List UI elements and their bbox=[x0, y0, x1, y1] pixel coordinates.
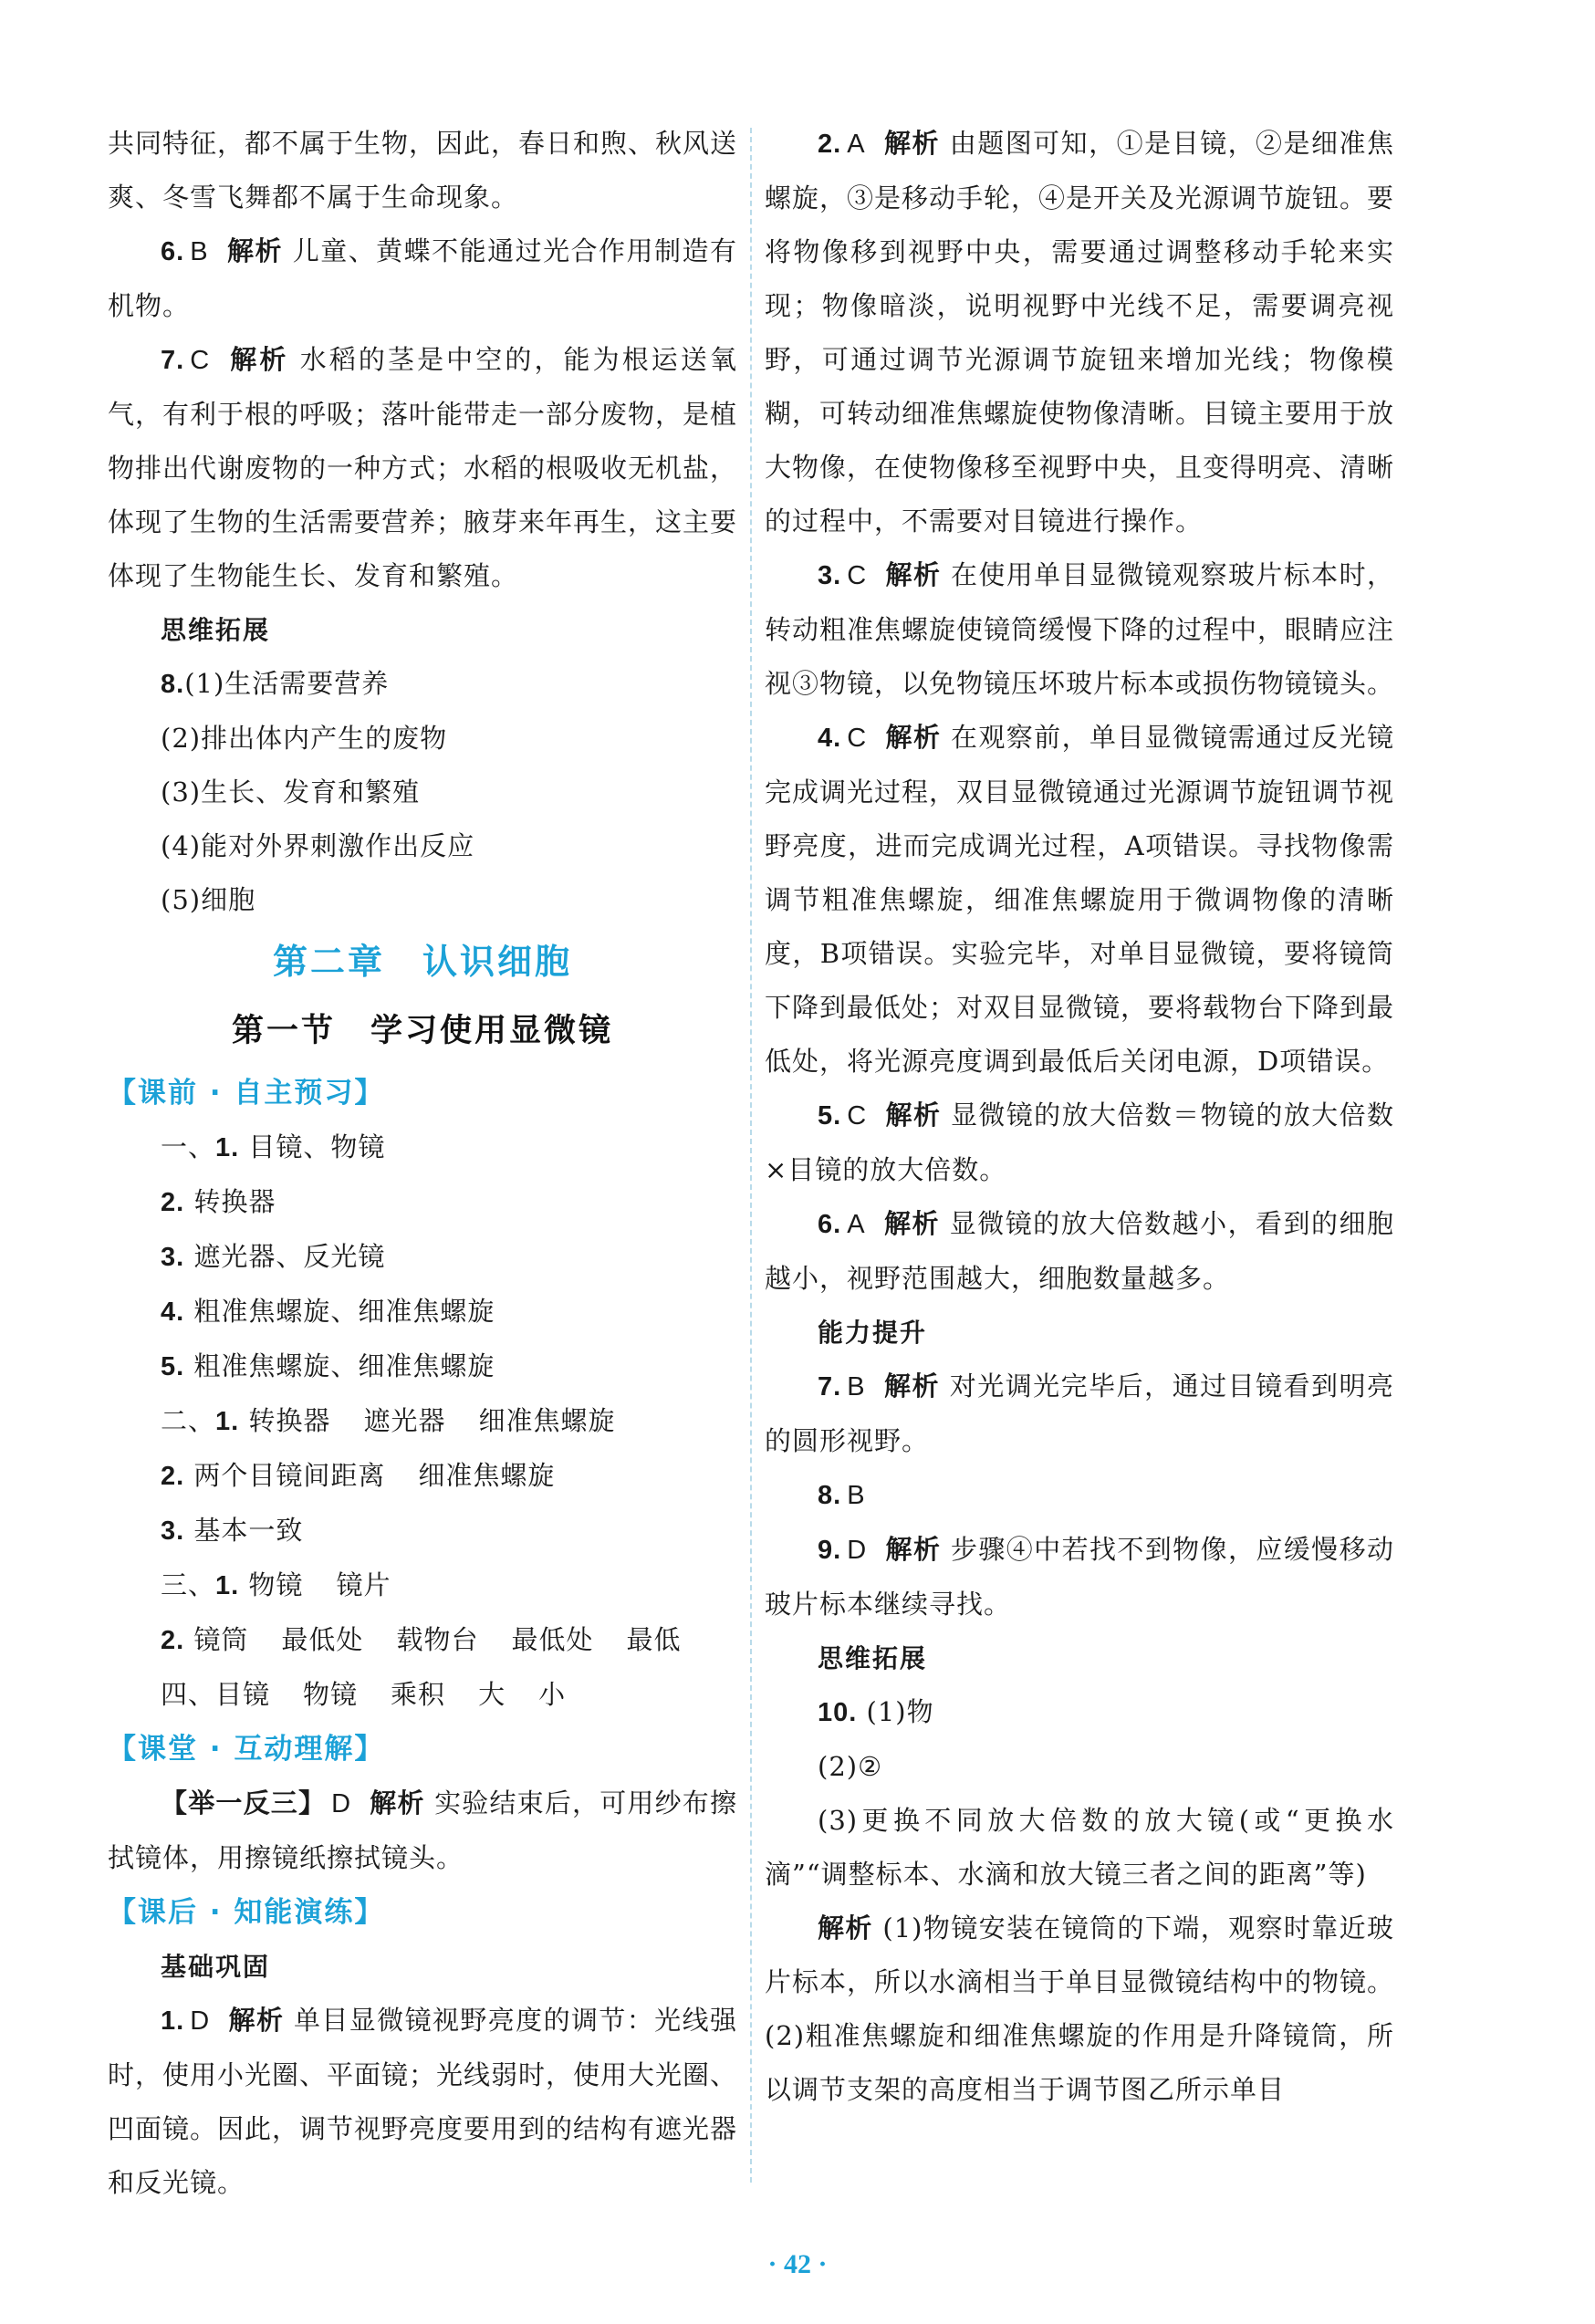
answer-r10-analysis bbox=[765, 1902, 1394, 2117]
item-number: 5. bbox=[161, 1352, 185, 1381]
part-lead: 一、 bbox=[161, 1131, 216, 1162]
item-number: 3. bbox=[161, 1516, 185, 1546]
answer-letter: D bbox=[331, 1789, 352, 1819]
preview-2-3 bbox=[108, 1504, 737, 1558]
answer-7 bbox=[108, 333, 737, 603]
answer-6 bbox=[108, 224, 737, 333]
answer-letter: B bbox=[847, 1481, 866, 1510]
question-number: 3. bbox=[818, 561, 842, 590]
item-number: 2. bbox=[161, 1462, 185, 1491]
answer-text: (1)物 bbox=[866, 1696, 934, 1727]
analysis-label: 解析 bbox=[885, 1534, 942, 1565]
class-heading: 【课堂 · 互动理解】 bbox=[108, 1733, 385, 1766]
question-number: 6. bbox=[161, 237, 185, 266]
answer-r3 bbox=[765, 548, 1394, 711]
ability-heading: 能力提升 bbox=[818, 1318, 928, 1348]
answer-text: 粗准焦螺旋、细准焦螺旋 bbox=[193, 1296, 495, 1327]
preview-4 bbox=[108, 1668, 737, 1722]
analysis-text: 儿童、黄蝶不能通过光合作用制造有机物。 bbox=[108, 235, 737, 321]
analysis-text: 对光调光完毕后，通过目镜看到明亮的圆形视野。 bbox=[765, 1370, 1394, 1456]
preview-1-1 bbox=[108, 1120, 737, 1175]
answer-letter: C bbox=[847, 1101, 868, 1131]
answer-text: 两个目镜间距离 bbox=[193, 1460, 386, 1491]
basic-heading: 基础巩固 bbox=[161, 1952, 271, 1982]
question-number: 4. bbox=[818, 724, 842, 753]
analysis-label: 解析 bbox=[228, 344, 289, 375]
item-number: 4. bbox=[161, 1297, 185, 1327]
question-number: 8. bbox=[818, 1481, 842, 1510]
intro-paragraph: 共同特征，都不属于生物，因此，春日和煦、秋风送爽、冬雪飞舞都不属于生命现象。 bbox=[108, 128, 738, 213]
example-tag: 【举一反三】 bbox=[161, 1787, 327, 1819]
item-number: 1. bbox=[215, 1133, 240, 1162]
answer-8-item-2: (2)排出体内产生的废物 bbox=[161, 723, 448, 754]
answer-r10-item-2: (2)② bbox=[818, 1751, 883, 1782]
after-class-heading: 【课后 · 知能演练】 bbox=[108, 1896, 385, 1929]
thinking-heading: 思维拓展 bbox=[161, 615, 271, 645]
answer-r10-item-3: (3)更换不同放大倍数的放大镜(或“更换水滴”“调整标本、水滴和放大镜三者之间的距离”等) bbox=[765, 1805, 1394, 1890]
preview-2-2 bbox=[108, 1449, 737, 1504]
answer-text: (1)生活需要营养 bbox=[184, 668, 390, 699]
analysis-label: 解析 bbox=[818, 1912, 873, 1944]
chapter-title: 第二章 认识细胞 bbox=[272, 942, 572, 982]
answer-text: 大 bbox=[478, 1679, 506, 1710]
analysis-label: 解析 bbox=[883, 128, 940, 159]
item-number: 3. bbox=[161, 1243, 185, 1272]
class-example bbox=[108, 1777, 737, 1885]
answer-r5 bbox=[765, 1089, 1394, 1197]
answer-text: 镜筒 bbox=[193, 1624, 249, 1655]
item-number: 2. bbox=[161, 1626, 185, 1655]
answer-8-item-5: (5)细胞 bbox=[161, 884, 256, 915]
answer-text: 转换器 bbox=[193, 1186, 276, 1217]
analysis-label: 解析 bbox=[883, 1370, 940, 1402]
answer-letter: B bbox=[190, 237, 209, 266]
analysis-label: 解析 bbox=[883, 1208, 940, 1239]
question-number: 5. bbox=[818, 1101, 842, 1131]
item-number: 2. bbox=[161, 1188, 185, 1217]
answer-text: 最低处 bbox=[281, 1624, 364, 1655]
answer-text: 物镜 bbox=[248, 1569, 304, 1600]
answer-r9 bbox=[765, 1523, 1394, 1631]
column-divider bbox=[750, 128, 752, 2183]
answer-letter: A bbox=[847, 1210, 866, 1239]
answer-text: 遮光器 bbox=[363, 1405, 446, 1436]
preview-1-2 bbox=[108, 1175, 737, 1230]
analysis-text: 实验结束后，可用纱布擦拭镜体，用擦镜纸擦拭镜头。 bbox=[108, 1787, 737, 1873]
answer-8-item-4: (4)能对外界刺激作出反应 bbox=[161, 830, 475, 861]
answer-r2 bbox=[765, 117, 1394, 548]
thinking-heading-right: 思维拓展 bbox=[818, 1643, 928, 1673]
analysis-label: 解析 bbox=[885, 722, 942, 753]
question-number: 10. bbox=[818, 1698, 858, 1727]
answer-text: 载物台 bbox=[396, 1624, 479, 1655]
analysis-label: 解析 bbox=[226, 235, 283, 266]
right-column bbox=[765, 117, 1394, 2117]
left-column bbox=[108, 117, 737, 2210]
question-number: 1. bbox=[161, 2006, 185, 2036]
answer-b1 bbox=[108, 1994, 737, 2210]
page-number: · 42 · bbox=[767, 2249, 828, 2279]
analysis-label: 解析 bbox=[885, 1099, 942, 1131]
answer-letter: C bbox=[847, 724, 868, 753]
analysis-text: 水稻的茎是中空的，能为根运送氧气，有利于根的呼吸；落叶能带走一部分废物，是植物排出代谢废物的一种方式；水稻的根吸收无机盐，体现了生物的生活需要营养；腋芽来年再生，这主要体现了生物能生长、发育和繁殖。 bbox=[108, 344, 738, 591]
answer-text: 粗准焦螺旋、细准焦螺旋 bbox=[193, 1350, 495, 1381]
analysis-label: 解析 bbox=[885, 559, 942, 590]
analysis-text: (1)物镜安装在镜筒的下端，观察时靠近玻片标本，所以水滴相当于单目显微镜结构中的物镜。(2)粗准焦螺旋和细准焦螺旋的作用是升降镜筒，所以调节支架的高度相当于调节图乙所示单目 bbox=[765, 1912, 1395, 2105]
answer-text: 基本一致 bbox=[193, 1515, 304, 1546]
preview-3-1 bbox=[108, 1558, 737, 1613]
preview-1-4 bbox=[108, 1285, 737, 1339]
answer-text: 转换器 bbox=[248, 1405, 331, 1436]
question-number: 6. bbox=[818, 1210, 842, 1239]
answer-r6 bbox=[765, 1197, 1394, 1306]
analysis-text: 单目显微镜视野亮度的调节：光线强时，使用小光圈、平面镜；光线弱时，使用大光圈、凹面镜。因此，调节视野亮度要用到的结构有遮光器和反光镜。 bbox=[108, 2005, 738, 2198]
answer-text: 镜片 bbox=[336, 1569, 391, 1600]
analysis-label: 解析 bbox=[228, 2005, 285, 2036]
preview-1-5 bbox=[108, 1339, 737, 1394]
preview-3-2 bbox=[108, 1613, 737, 1668]
answer-text: 目镜、物镜 bbox=[248, 1131, 386, 1162]
analysis-text: 由题图可知，①是目镜，②是细准焦螺旋，③是移动手轮，④是开关及光源调节旋钮。要将物像移到视野中央，需要通过调整移动手轮来实现；物像暗淡，说明视野中光线不足，需要调亮视野，可通过调节光源调节旋钮来增加光线；物像模糊，可转动细准焦螺旋使物像清晰。目镜主要用于放大物像，在使物像移至视野中央，且变得明亮、清晰的过程中，不需要对目镜进行操作。 bbox=[765, 128, 1395, 537]
answer-r10-item-1 bbox=[765, 1685, 1394, 1740]
section-title: 第一节 学习使用显微镜 bbox=[231, 1013, 613, 1049]
part-lead: 三、 bbox=[161, 1569, 216, 1600]
answer-text: 细准焦螺旋 bbox=[418, 1460, 556, 1491]
question-number: 2. bbox=[818, 130, 842, 159]
item-number: 1. bbox=[215, 1407, 240, 1436]
part-lead: 二、 bbox=[161, 1405, 216, 1436]
answer-text: 遮光器、反光镜 bbox=[193, 1241, 386, 1272]
preview-2-1 bbox=[108, 1394, 737, 1449]
analysis-text: 显微镜的放大倍数越小，看到的细胞越小，视野范围越大，细胞数量越多。 bbox=[765, 1208, 1394, 1294]
part-lead: 四、 bbox=[161, 1679, 216, 1710]
analysis-text: 在观察前，单目显微镜需通过反光镜完成调光过程，双目显微镜通过光源调节旋钮调节视野亮度，进而完成调光过程，A项错误。寻找物像需调节粗准焦螺旋，细准焦螺旋用于微调物像的清晰度，B项错误。实验完毕，对单目显微镜，要将镜筒下降到最低处；对双目显微镜，要将载物台下降到最低处，将光源亮度调到最低后关闭电源，D项错误。 bbox=[765, 722, 1395, 1077]
analysis-text: 步骤④中若找不到物像，应缓慢移动玻片标本继续寻找。 bbox=[765, 1534, 1394, 1620]
answer-r4 bbox=[765, 711, 1394, 1089]
item-number: 1. bbox=[215, 1571, 240, 1600]
question-number: 8. bbox=[161, 670, 185, 699]
question-number: 7. bbox=[818, 1372, 842, 1402]
answer-letter: B bbox=[847, 1372, 866, 1402]
answer-text: 目镜 bbox=[215, 1679, 271, 1710]
answer-8-item-3: (3)生长、发育和繁殖 bbox=[161, 776, 421, 808]
preview-1-3 bbox=[108, 1230, 737, 1285]
preview-heading: 【课前 · 自主预习】 bbox=[108, 1077, 385, 1110]
answer-8-item-1 bbox=[108, 657, 737, 712]
answer-letter: C bbox=[847, 561, 868, 590]
analysis-text: 在使用单目显微镜观察玻片标本时，转动粗准焦螺旋使镜筒缓慢下降的过程中，眼睛应注视③物镜，以免物镜压坏玻片标本或损伤物镜镜头。 bbox=[765, 559, 1395, 699]
question-number: 9. bbox=[818, 1536, 842, 1565]
analysis-text: 显微镜的放大倍数＝物镜的放大倍数×目镜的放大倍数。 bbox=[765, 1099, 1394, 1185]
analysis-label: 解析 bbox=[370, 1787, 425, 1819]
answer-letter: A bbox=[847, 130, 866, 159]
answer-letter: D bbox=[847, 1536, 868, 1565]
question-number: 7. bbox=[161, 346, 185, 375]
answer-text: 物镜 bbox=[303, 1679, 359, 1710]
answer-r8 bbox=[765, 1468, 1394, 1523]
answer-text: 最低处 bbox=[511, 1624, 594, 1655]
answer-letter: D bbox=[190, 2006, 211, 2036]
answer-letter: C bbox=[190, 346, 211, 375]
answer-text: 乘积 bbox=[391, 1679, 446, 1710]
answer-text: 小 bbox=[538, 1679, 567, 1710]
answer-text: 最低 bbox=[626, 1624, 682, 1655]
answer-r7 bbox=[765, 1360, 1394, 1468]
answer-text: 细准焦螺旋 bbox=[478, 1405, 616, 1436]
